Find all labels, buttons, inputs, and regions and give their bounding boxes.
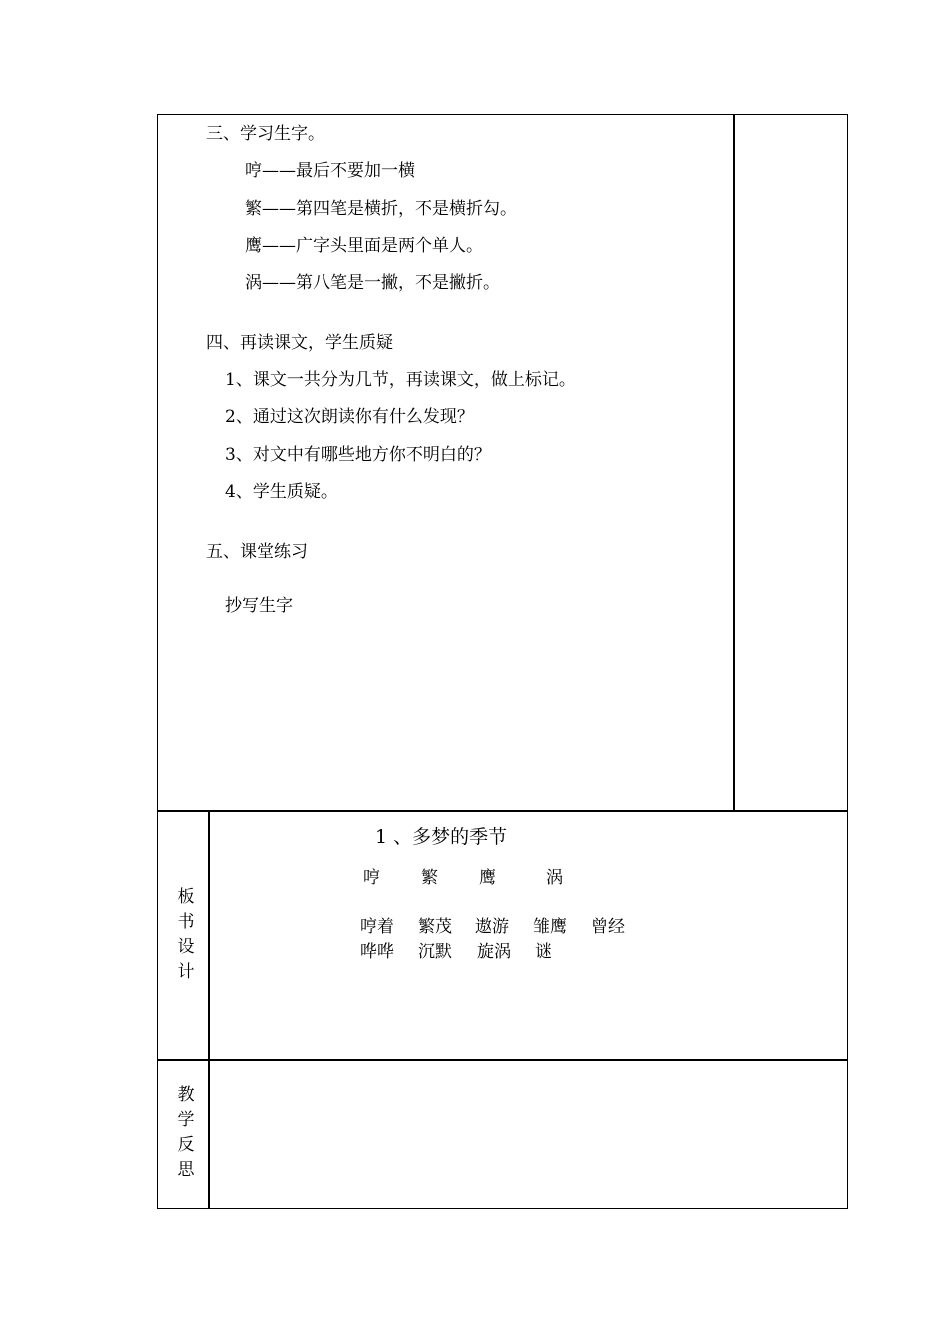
char-note-fan: 繁——第四笔是横折，不是横折勾。	[245, 199, 517, 219]
practice-item: 抄写生字	[225, 596, 293, 616]
char-note-heng: 哼——最后不要加一横	[245, 161, 415, 181]
board-word: 哼着	[360, 917, 394, 937]
board-word: 哗哗	[360, 942, 394, 962]
board-word: 遨游	[475, 917, 509, 937]
question-item-2: 2、通过这次朗读你有什么发现？	[225, 407, 474, 427]
board-word: 雏鹰	[533, 917, 567, 937]
board-section-divider	[157, 810, 848, 812]
section-five-title: 五、课堂练习	[206, 542, 308, 562]
board-word: 曾经	[591, 917, 625, 937]
board-char: 哼	[363, 868, 380, 888]
section-three-title: 三、学习生字。	[206, 124, 325, 144]
board-char: 鹰	[479, 868, 496, 888]
board-char: 繁	[421, 868, 438, 888]
char-note-wo: 涡——第八笔是一撇，不是撇折。	[245, 273, 500, 293]
notes-column-divider	[733, 114, 735, 811]
reflection-label: 教 学 反 思	[177, 1085, 195, 1180]
question-item-3: 3、对文中有哪些地方你不明白的？	[225, 445, 491, 465]
char-note-ying: 鹰——广字头里面是两个单人。	[245, 236, 483, 256]
board-word: 谜	[535, 942, 552, 962]
board-design-label: 板 书 设 计	[177, 887, 195, 982]
board-char: 涡	[546, 868, 563, 888]
question-item-4: 4、学生质疑。	[225, 482, 338, 502]
board-word: 沉默	[418, 942, 452, 962]
board-word: 繁茂	[418, 917, 452, 937]
reflection-content-area[interactable]	[210, 1061, 846, 1207]
board-title: 1 、多梦的季节	[375, 826, 508, 848]
question-item-1: 1、课文一共分为几节，再读课文，做上标记。	[225, 370, 576, 390]
board-word: 旋涡	[477, 942, 511, 962]
section-four-title: 四、再读课文，学生质疑	[206, 333, 393, 353]
